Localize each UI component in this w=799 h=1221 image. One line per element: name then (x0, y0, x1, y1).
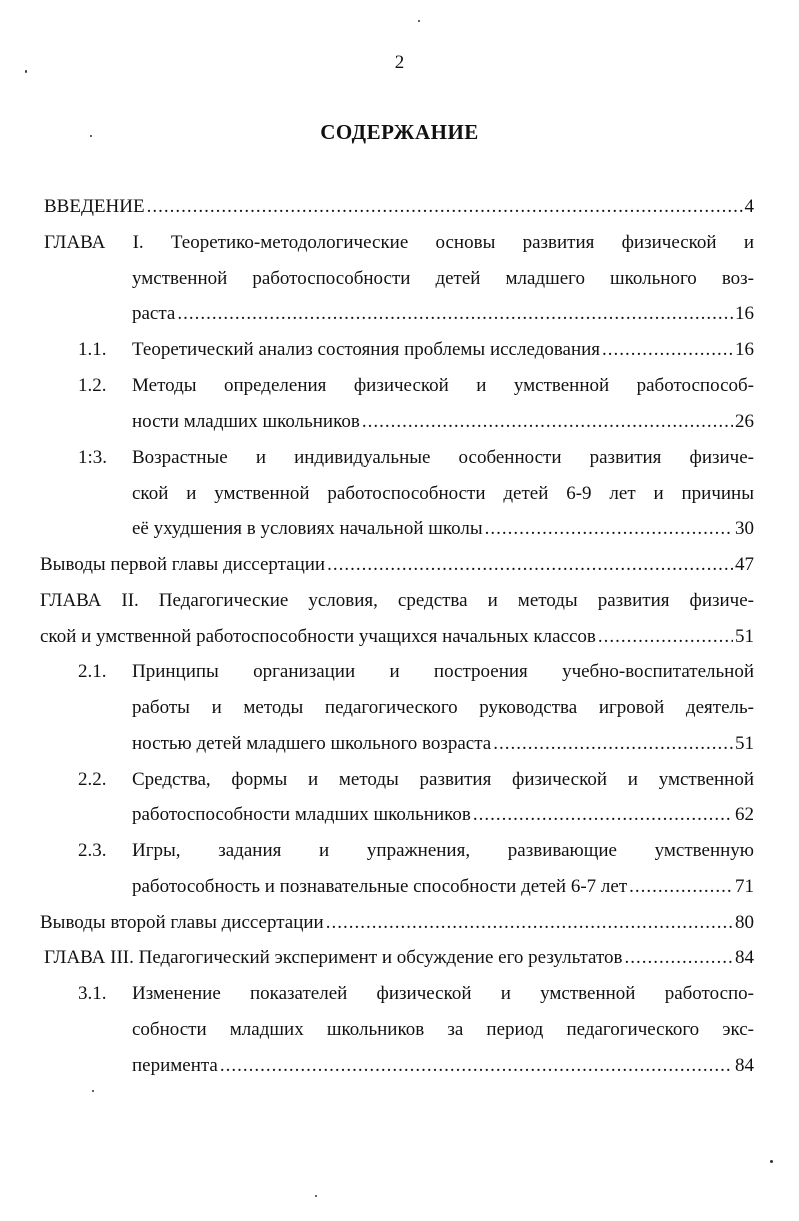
toc-entry-text: раста (132, 303, 176, 324)
toc-page: 51 (735, 626, 754, 647)
toc-page: 16 (735, 339, 754, 360)
page-number: 2 (394, 52, 405, 73)
toc-page: 4 (744, 196, 754, 217)
scan-speck (90, 135, 92, 137)
toc-leader (629, 874, 733, 900)
toc-entry-1-2-line2 (132, 409, 754, 435)
toc-page: 84 (735, 1055, 754, 1076)
toc-entry-text: Теоретический анализ состояния проблемы исследования (132, 339, 601, 360)
toc-entry-text: работособность и познавательные способности детей 6-7 лет (132, 876, 628, 897)
toc-leader (220, 1053, 733, 1079)
toc-entry-2-3-line2 (132, 874, 754, 900)
toc-leader (485, 516, 733, 542)
toc-leader (327, 552, 733, 578)
toc-entry-ch1-line3 (132, 301, 754, 327)
toc-leader (147, 194, 743, 220)
toc-page: 47 (735, 554, 754, 575)
toc-entry-2-1-line1[interactable]: Принципы организации и построения учебно-воспитательной (132, 661, 754, 682)
toc-entry-text: ностью детей младшего школьного возраста (132, 733, 492, 754)
toc-entry-2-2-line1[interactable]: Средства, формы и методы развития физической и умственной (132, 769, 754, 790)
scan-speck (92, 1090, 94, 1092)
toc-page: 51 (735, 733, 754, 754)
toc-entry-3-1-line3 (132, 1053, 754, 1079)
toc-entry-2-1-line2: работы и методы педагогического руководства игровой деятель- (132, 697, 754, 718)
toc-section-number: 1.1. (78, 339, 107, 360)
scan-speck (25, 70, 27, 73)
toc-entry-conclusions-2[interactable] (40, 910, 754, 936)
toc-entry-text: ВВЕДЕНИЕ (44, 196, 145, 217)
toc-page: 26 (735, 411, 754, 432)
toc-entry-ch2-line1[interactable]: ГЛАВА II. Педагогические условия, средства и методы развития физиче- (40, 590, 754, 611)
toc-entry-2-2-line2 (132, 802, 754, 828)
toc-entry-conclusions-1[interactable] (40, 552, 754, 578)
toc-entry-3-1-line1[interactable]: Изменение показателей физической и умственной работоспо- (132, 983, 754, 1004)
toc-page: 80 (735, 912, 754, 933)
toc-section-number: 1:3. (78, 447, 108, 468)
toc-page: 62 (735, 804, 754, 825)
toc-entry-text: перимента (132, 1055, 218, 1076)
toc-leader (473, 802, 733, 828)
scan-speck (770, 1160, 773, 1163)
page-title: СОДЕРЖАНИЕ (320, 120, 479, 144)
toc-entry-ch3[interactable] (44, 945, 754, 971)
toc-page: 71 (735, 876, 754, 897)
toc-entry-2-1-line3 (132, 731, 754, 757)
toc-leader (493, 731, 733, 757)
toc-entry-ch1-line1[interactable]: ГЛАВА I. Теоретико-методологические основы развития физической и (44, 232, 754, 253)
toc-entry-text: ской и умственной работоспособности учащихся начальных классов (40, 626, 596, 647)
toc-entry-text: Выводы второй главы диссертации (40, 912, 324, 933)
toc-entry-text: ности младших школьников (132, 411, 360, 432)
toc-entry-text: работоспособности младших школьников (132, 804, 471, 825)
scan-speck (315, 1195, 317, 1197)
toc-page: 16 (735, 303, 754, 324)
toc-entry-2-3-line1[interactable]: Игры, задания и упражнения, развивающие умственную (132, 840, 754, 861)
toc-entry-text: Выводы первой главы диссертации (40, 554, 326, 575)
toc-section-number: 2.1. (78, 661, 107, 682)
toc-entry-text: ГЛАВА III. Педагогический эксперимент и обсуждение его результатов (44, 947, 623, 968)
toc-leader (177, 301, 733, 327)
toc-section-number: 3.1. (78, 983, 107, 1004)
toc-entry-1-2-line1[interactable]: Методы определения физической и умственной работоспособ- (132, 375, 754, 396)
toc-section-number: 2.3. (78, 840, 107, 861)
toc-entry-1-1[interactable] (132, 337, 754, 363)
toc-entry-ch2-line2 (40, 624, 754, 650)
toc-leader (598, 624, 733, 650)
toc-page: 30 (735, 518, 754, 539)
toc-leader (326, 910, 733, 936)
toc-section-number: 2.2. (78, 769, 107, 790)
toc-leader (362, 409, 733, 435)
toc-leader (625, 945, 733, 971)
toc-entry-3-1-line2: собности младших школьников за период педагогического экс- (132, 1019, 754, 1040)
toc-entry-ch1-line2: умственной работоспособности детей младшего школьного воз- (132, 268, 754, 289)
toc-entry-1-3-line2: ской и умственной работоспособности детей 6-9 лет и причины (132, 483, 754, 504)
toc-entry-intro[interactable] (44, 194, 754, 220)
toc-entry-1-3-line1[interactable]: Возрастные и индивидуальные особенности развития физиче- (132, 447, 754, 468)
toc-leader (602, 337, 733, 363)
toc-section-number: 1.2. (78, 375, 107, 396)
toc-page: 84 (735, 947, 754, 968)
toc-entry-text: её ухудшения в условиях начальной школы (132, 518, 483, 539)
toc-entry-1-3-line3 (132, 516, 754, 542)
scan-speck (418, 20, 420, 22)
